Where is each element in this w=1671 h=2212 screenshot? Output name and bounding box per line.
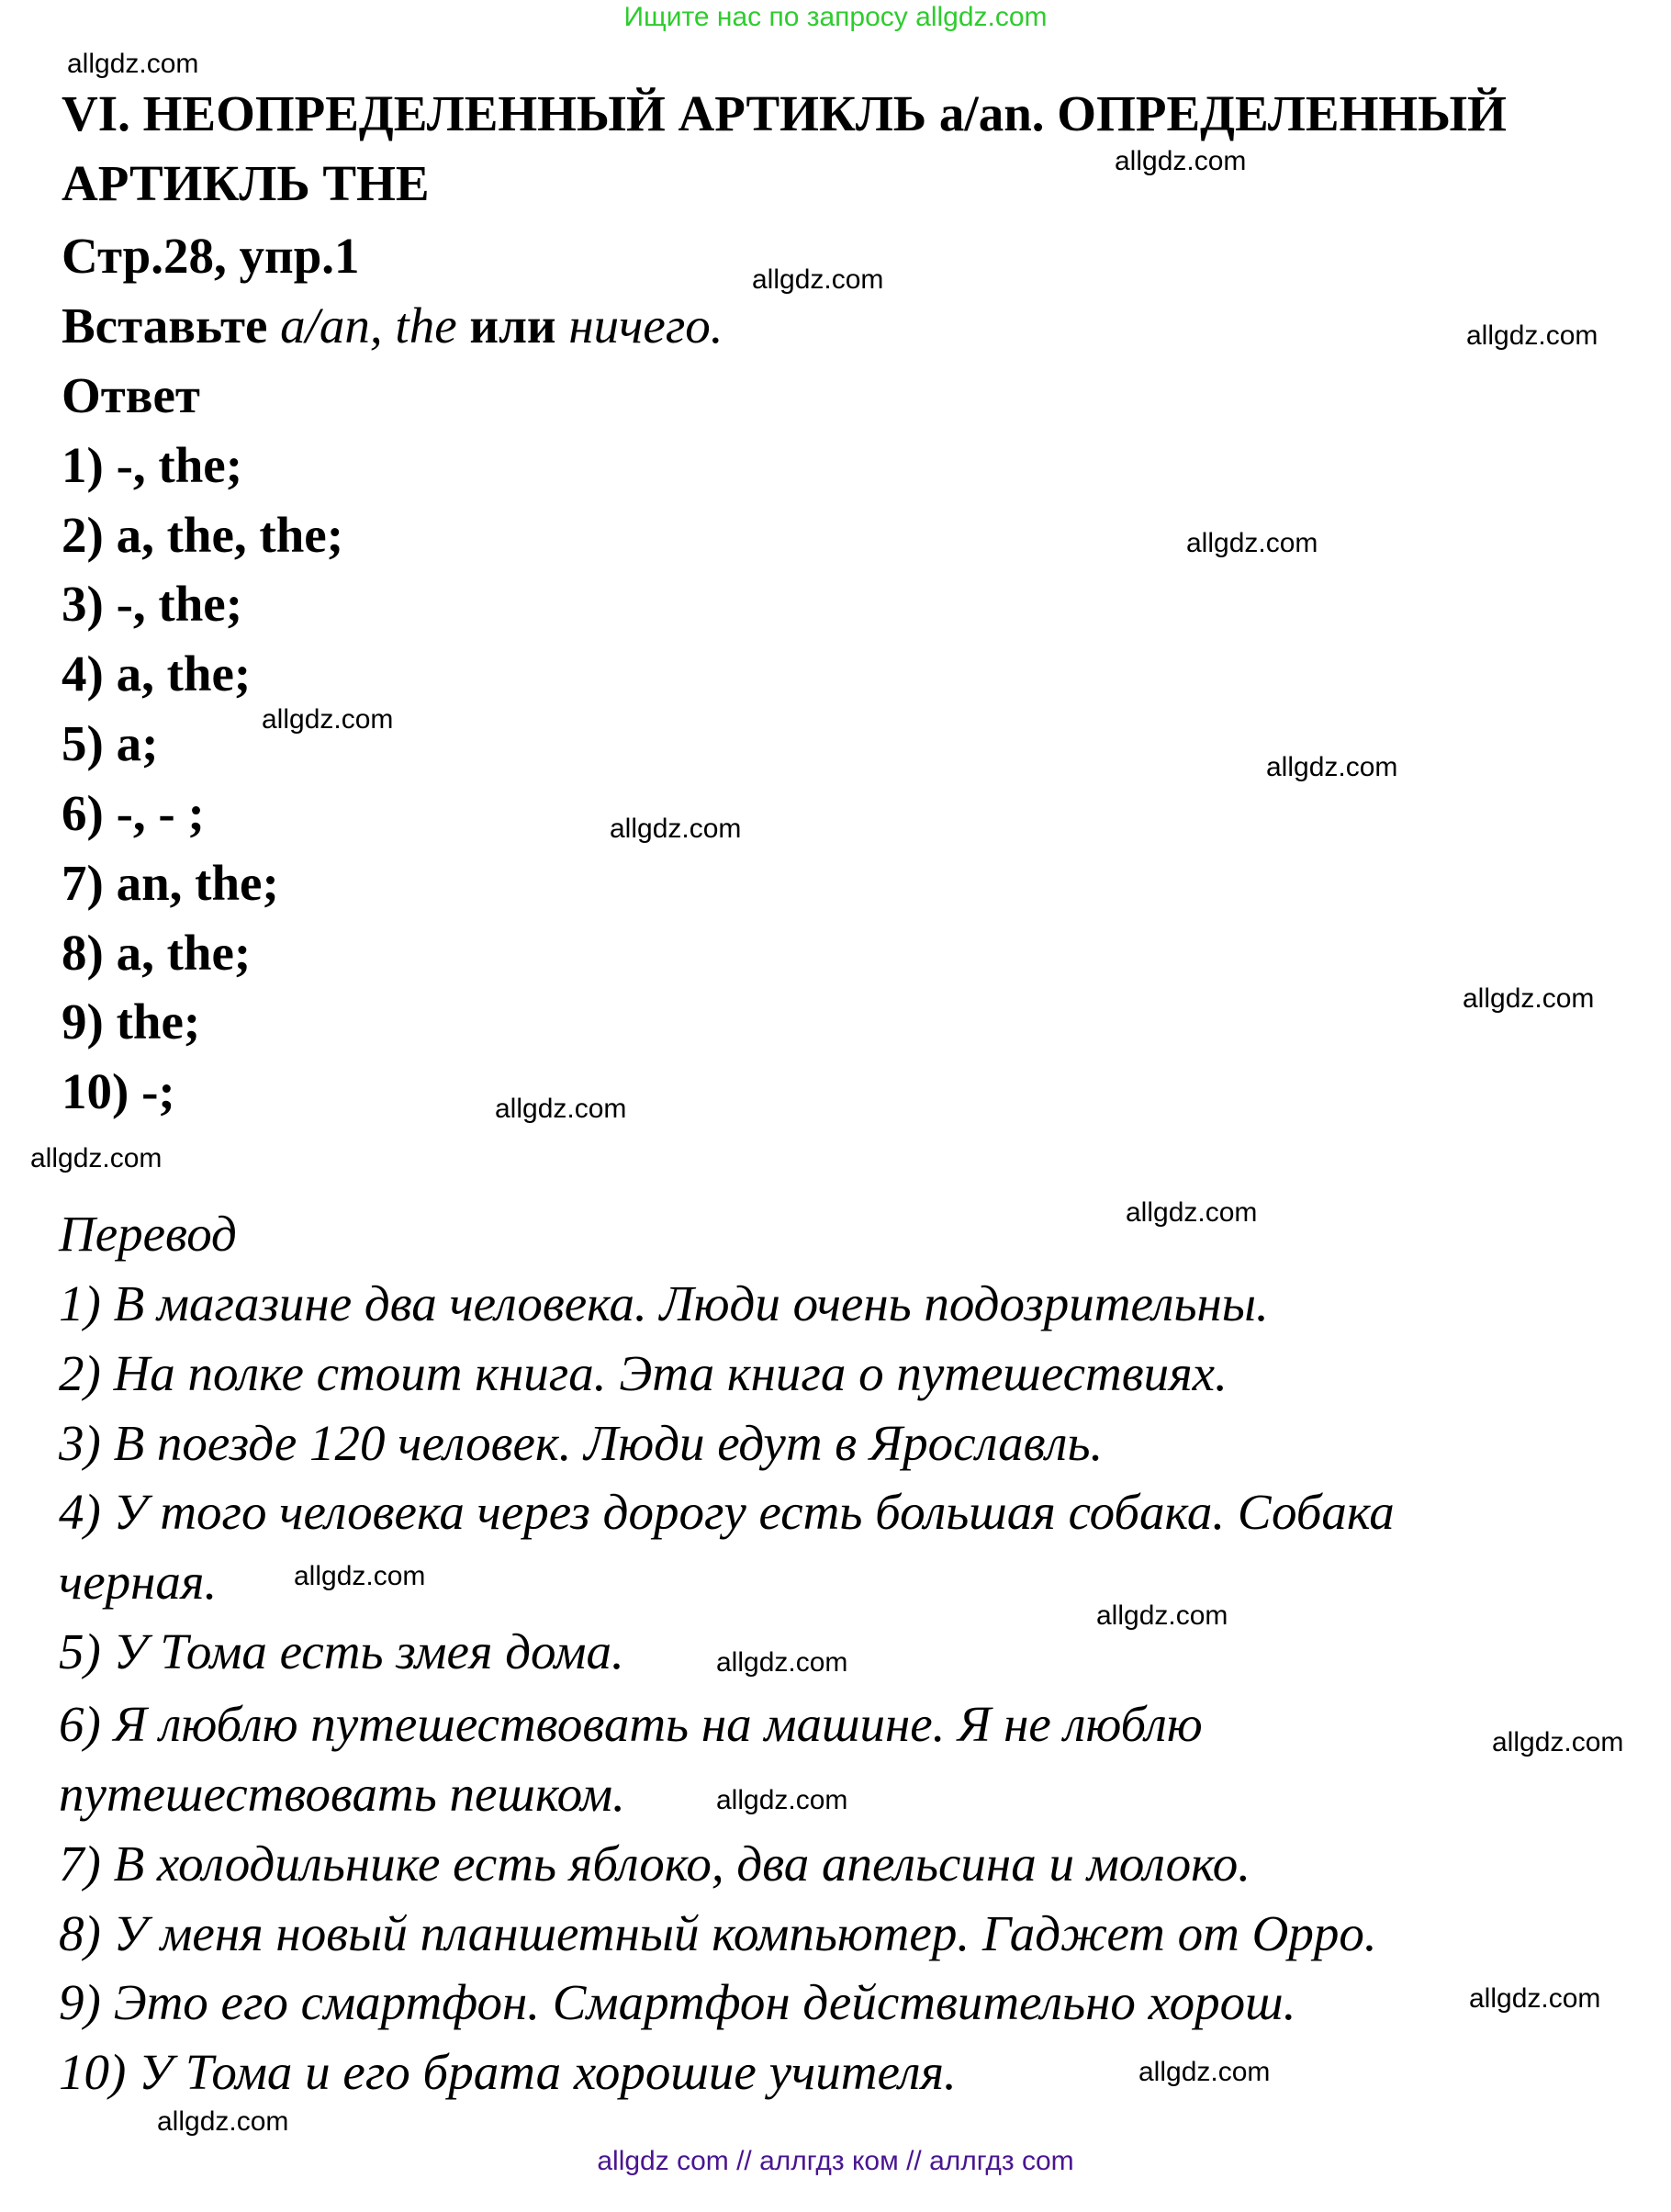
translation-line: 4) У того человека через дорогу есть большая собака. Собака (59, 1484, 1395, 1540)
task-part: ничего. (568, 298, 723, 354)
answer-heading: Ответ (62, 367, 200, 423)
page-reference: Стр.28, упр.1 (62, 228, 360, 284)
answer-item: 8) a, the; (62, 925, 252, 981)
section-title: VI. НЕОПРЕДЕЛЕННЫЙ АРТИКЛЬ a/an. ОПРЕДЕЛЕННЫЙ (62, 85, 1507, 141)
answer-item: 10) -; (62, 1063, 175, 1119)
answer-item: 7) an, the; (62, 855, 279, 911)
task-part: Вставьте (62, 298, 281, 354)
watermark: allgdz.com (294, 1561, 426, 1591)
translation-line: 7) В холодильнике есть яблоко, два апельсина и молоко. (59, 1836, 1250, 1892)
translation-line: черная. (59, 1554, 218, 1610)
watermark: allgdz.com (1186, 528, 1318, 558)
answer-item: 3) -, the; (62, 576, 243, 632)
translation-line: 8) У меня новый планшетный компьютер. Гаджет от Oppo. (59, 1905, 1377, 1961)
watermark: allgdz.com (1463, 983, 1595, 1014)
watermark: allgdz.com (1266, 752, 1398, 782)
translation-line: путешествовать пешком. (59, 1766, 625, 1822)
translation-heading: Перевод (59, 1206, 237, 1262)
watermark: allgdz.com (1466, 320, 1598, 351)
section-title-continued: АРТИКЛЬ THE (62, 155, 430, 211)
translation-line: 1) В магазине два человека. Люди очень подозрительны. (59, 1275, 1269, 1331)
task-part: или (456, 298, 569, 354)
watermark: allgdz.com (1126, 1197, 1258, 1228)
footer-banner: allgdz com // аллгдз ком // аллгдз com (597, 2146, 1074, 2176)
search-banner: Ищите нас по запросу allgdz.com (623, 2, 1048, 32)
watermark: allgdz.com (1492, 1727, 1624, 1757)
watermark: allgdz.com (30, 1143, 163, 1173)
watermark: allgdz.com (1115, 146, 1247, 176)
answer-item: 9) the; (62, 994, 201, 1050)
watermark: allgdz.com (716, 1785, 848, 1815)
answer-item: 4) a, the; (62, 646, 252, 702)
watermark: allgdz.com (1138, 2057, 1271, 2087)
watermark: allgdz.com (752, 264, 884, 295)
answer-item: 6) -, - ; (62, 785, 205, 841)
watermark: allgdz.com (157, 2106, 289, 2137)
answer-item: 1) -, the; (62, 437, 243, 493)
watermark: allgdz.com (1469, 1983, 1601, 2014)
watermark: allgdz.com (716, 1647, 848, 1678)
task-part: a/an, the (280, 298, 457, 354)
translation-line: 6) Я люблю путешествовать на машине. Я не люблю (59, 1696, 1203, 1752)
task-instruction (62, 298, 723, 354)
watermark: allgdz.com (495, 1094, 627, 1124)
translation-line: 5) У Тома есть змея дома. (59, 1623, 624, 1679)
watermark: allgdz.com (1096, 1600, 1228, 1631)
translation-line: 2) На полке стоит книга. Эта книга о путешествиях. (59, 1345, 1228, 1401)
answer-item: 2) a, the, the; (62, 507, 344, 563)
watermark: allgdz.com (262, 704, 394, 735)
watermark: allgdz.com (67, 49, 199, 79)
translation-line: 9) Это его смартфон. Смартфон действительно хорош. (59, 1974, 1296, 2030)
answer-item: 5) a; (62, 715, 159, 771)
translation-line: 10) У Тома и его брата хорошие учителя. (59, 2044, 957, 2100)
translation-line: 3) В поезде 120 человек. Люди едут в Ярославль. (59, 1415, 1104, 1471)
watermark: allgdz.com (610, 814, 742, 844)
